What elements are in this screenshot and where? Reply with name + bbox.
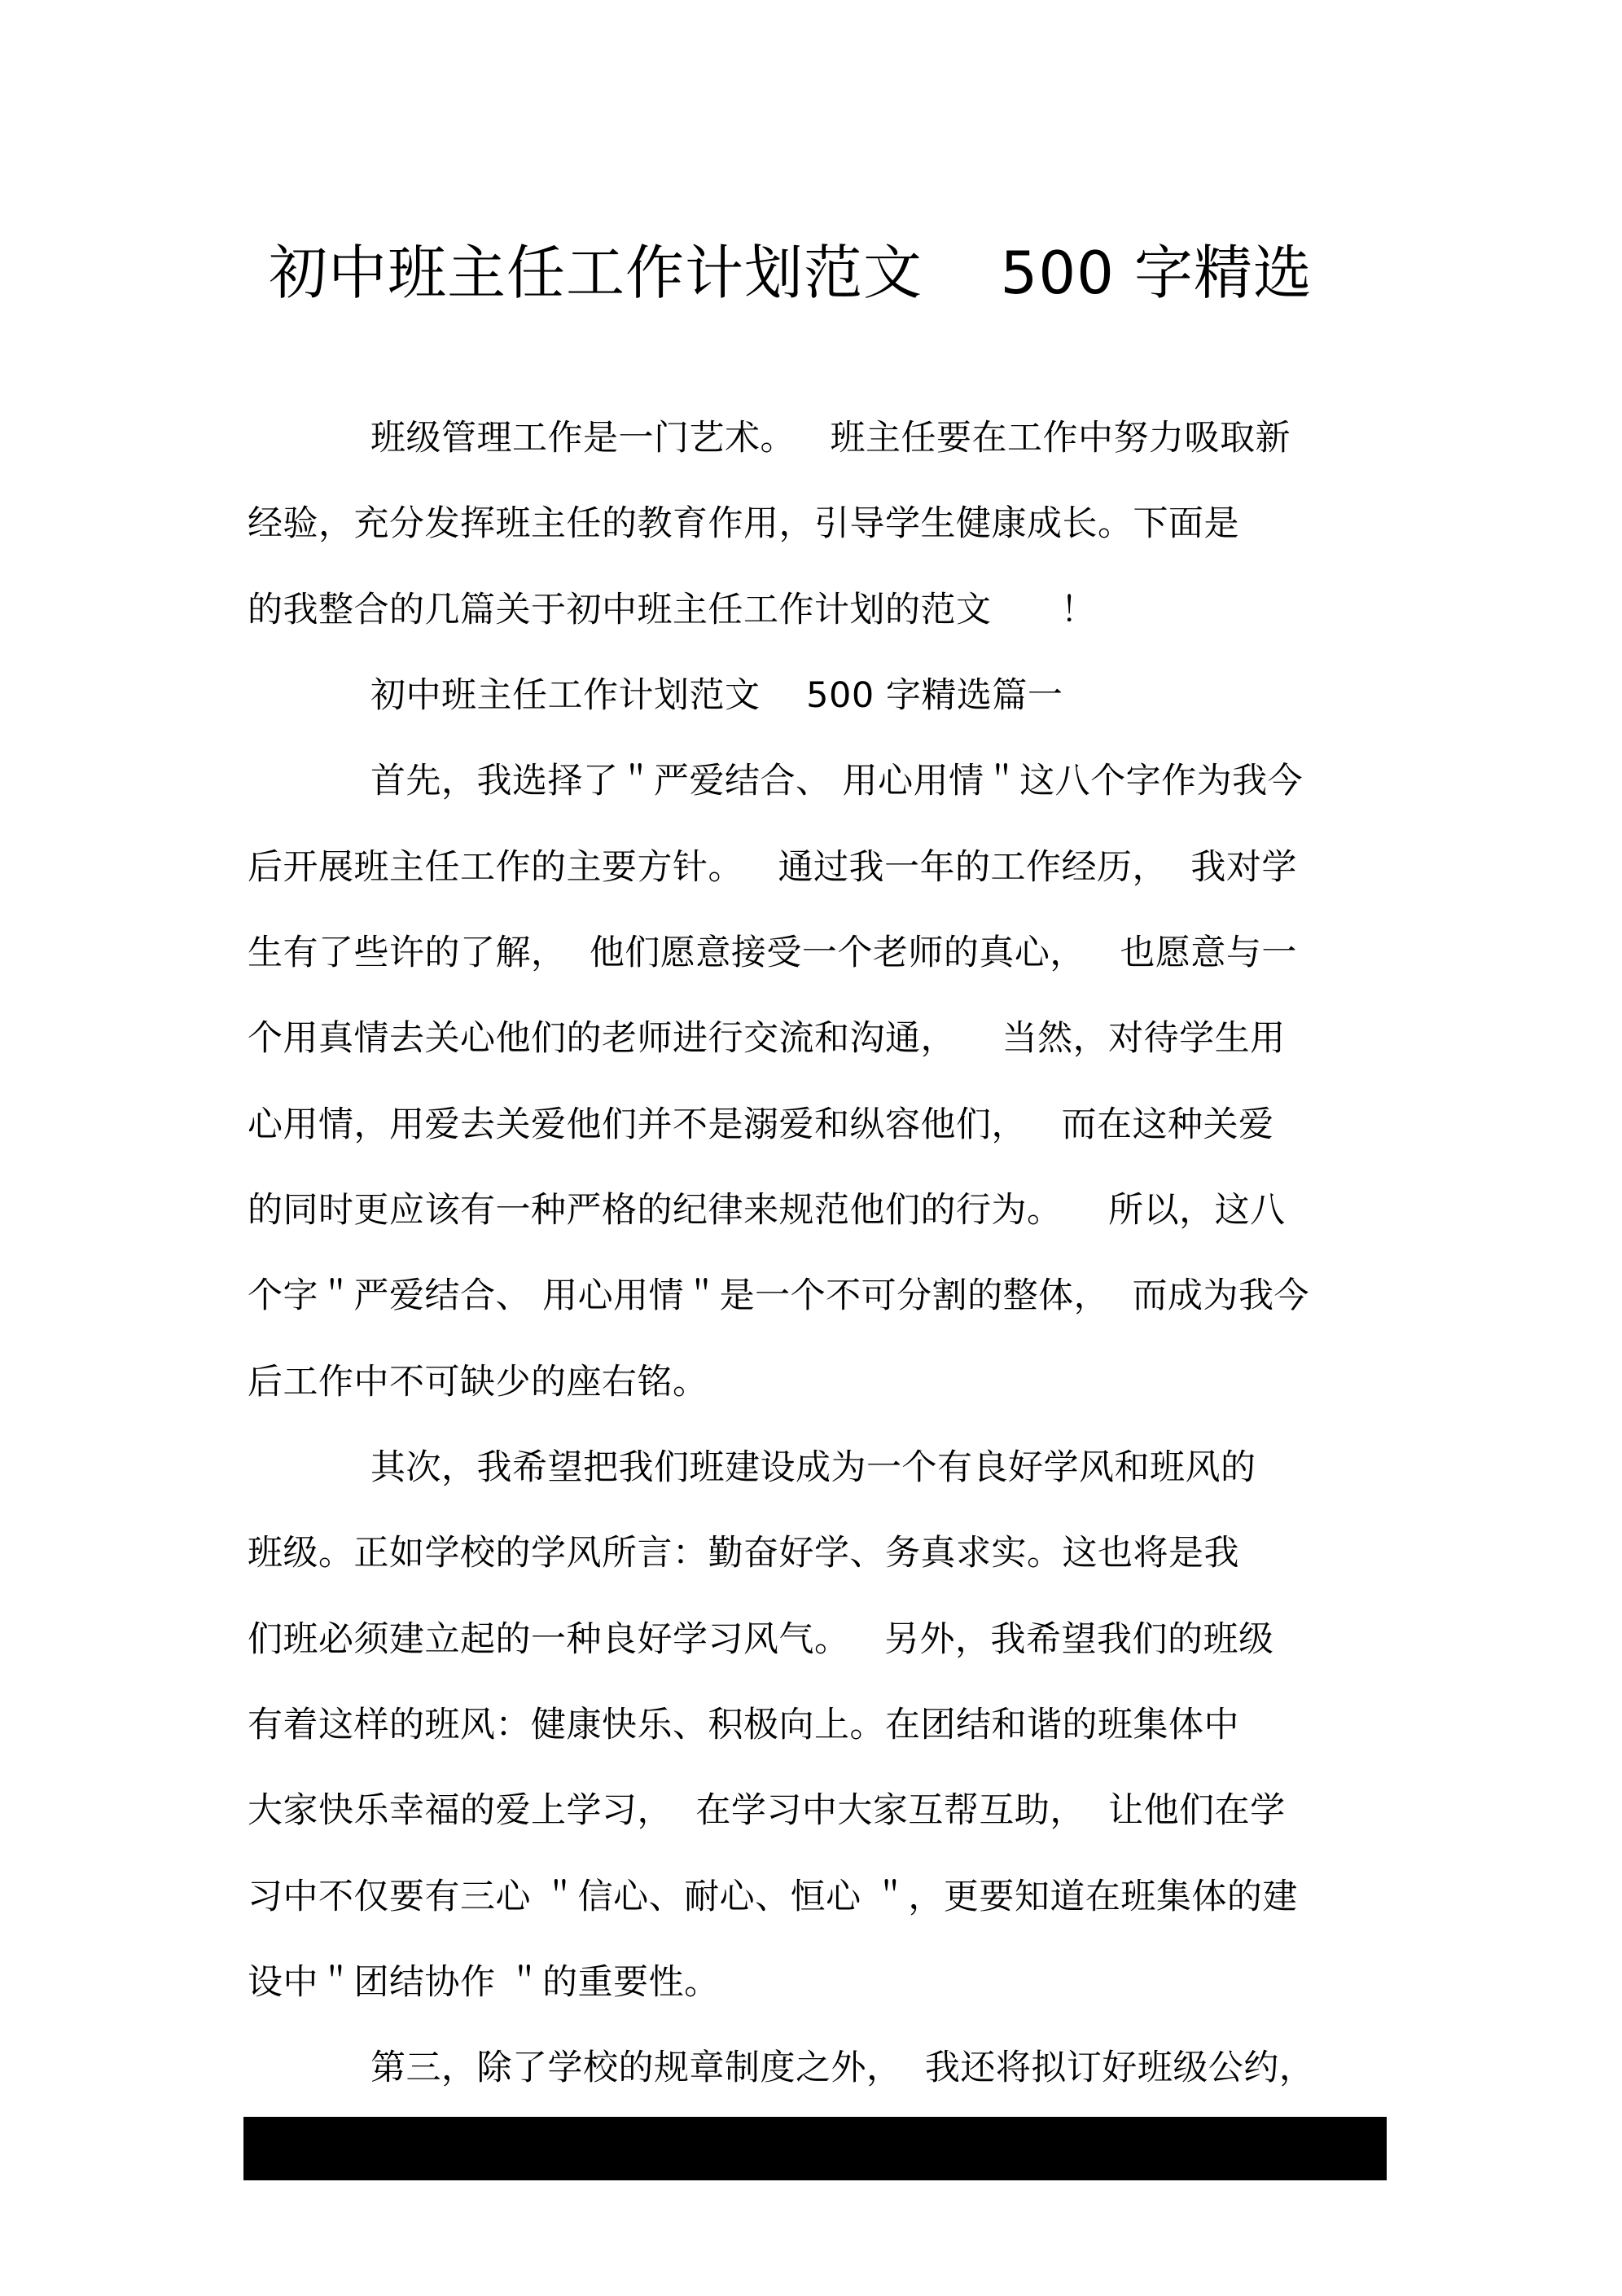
paragraph-line: 们班必须建立起的一种良好学习风气。 另外，我希望我们的班级 <box>248 1619 1274 1660</box>
paragraph-line: 生有了些许的了解， 他们愿意接受一个老师的真心， 也愿意与一 <box>248 933 1297 973</box>
document-title: 初中班主任工作计划范文 500 字精选 <box>269 239 1313 307</box>
paragraph-line: 首先，我选择了＂严爱结合、 用心用情＂这八个字作为我今 <box>370 761 1304 801</box>
paragraph-line: 有着这样的班风：健康快乐、积极向上。在团结和谐的班集体中 <box>248 1705 1239 1745</box>
paragraph-line: 的同时更应该有一种严格的纪律来规范他们的行为。 所以，这八 <box>248 1190 1286 1231</box>
paragraph-line: 经验，充分发挥班主任的教育作用，引导学生健康成长。下面是 <box>248 503 1239 544</box>
paragraph-line: 后工作中不可缺少的座右铭。 <box>248 1362 708 1403</box>
paragraph-line: 大家快乐幸福的爱上学习， 在学习中大家互帮互助， 让他们在学 <box>248 1790 1286 1831</box>
section-heading: 初中班主任工作计划范文 500 字精选篇一 <box>370 675 1063 716</box>
paragraph-line: 个用真情去关心他们的老师进行交流和沟通， 当然，对待学生用 <box>248 1018 1286 1059</box>
paragraph-line: 心用情，用爱去关爱他们并不是溺爱和纵容他们， 而在这种关爱 <box>248 1104 1274 1145</box>
paragraph-line: 后开展班主任工作的主要方针。 通过我一年的工作经历， 我对学 <box>248 847 1297 888</box>
paragraph-line: 其次，我希望把我们班建设成为一个有良好学风和班风的 <box>370 1447 1256 1488</box>
paragraph-line: 的我整合的几篇关于初中班主任工作计划的范文 ！ <box>248 590 1097 630</box>
paragraph-line: 第三，除了学校的规章制度之外， 我还将拟订好班级公约， <box>370 2048 1315 2088</box>
paragraph-line: 个字＂严爱结合、 用心用情＂是一个不可分割的整体， 而成为我今 <box>248 1275 1310 1316</box>
paragraph-line: 设中＂团结协作 ＂的重要性。 <box>248 1962 720 2003</box>
redaction-bar <box>243 2117 1387 2180</box>
paragraph-line: 班级。正如学校的学风所言：勤奋好学、务真求实。这也将是我 <box>248 1533 1239 1574</box>
paragraph-line: 习中不仅要有三心 ＂信心、耐心、恒心 ＂，更要知道在班集体的建 <box>248 1877 1298 1917</box>
paragraph-line: 班级管理工作是一门艺术。 班主任要在工作中努力吸取新 <box>370 418 1291 459</box>
